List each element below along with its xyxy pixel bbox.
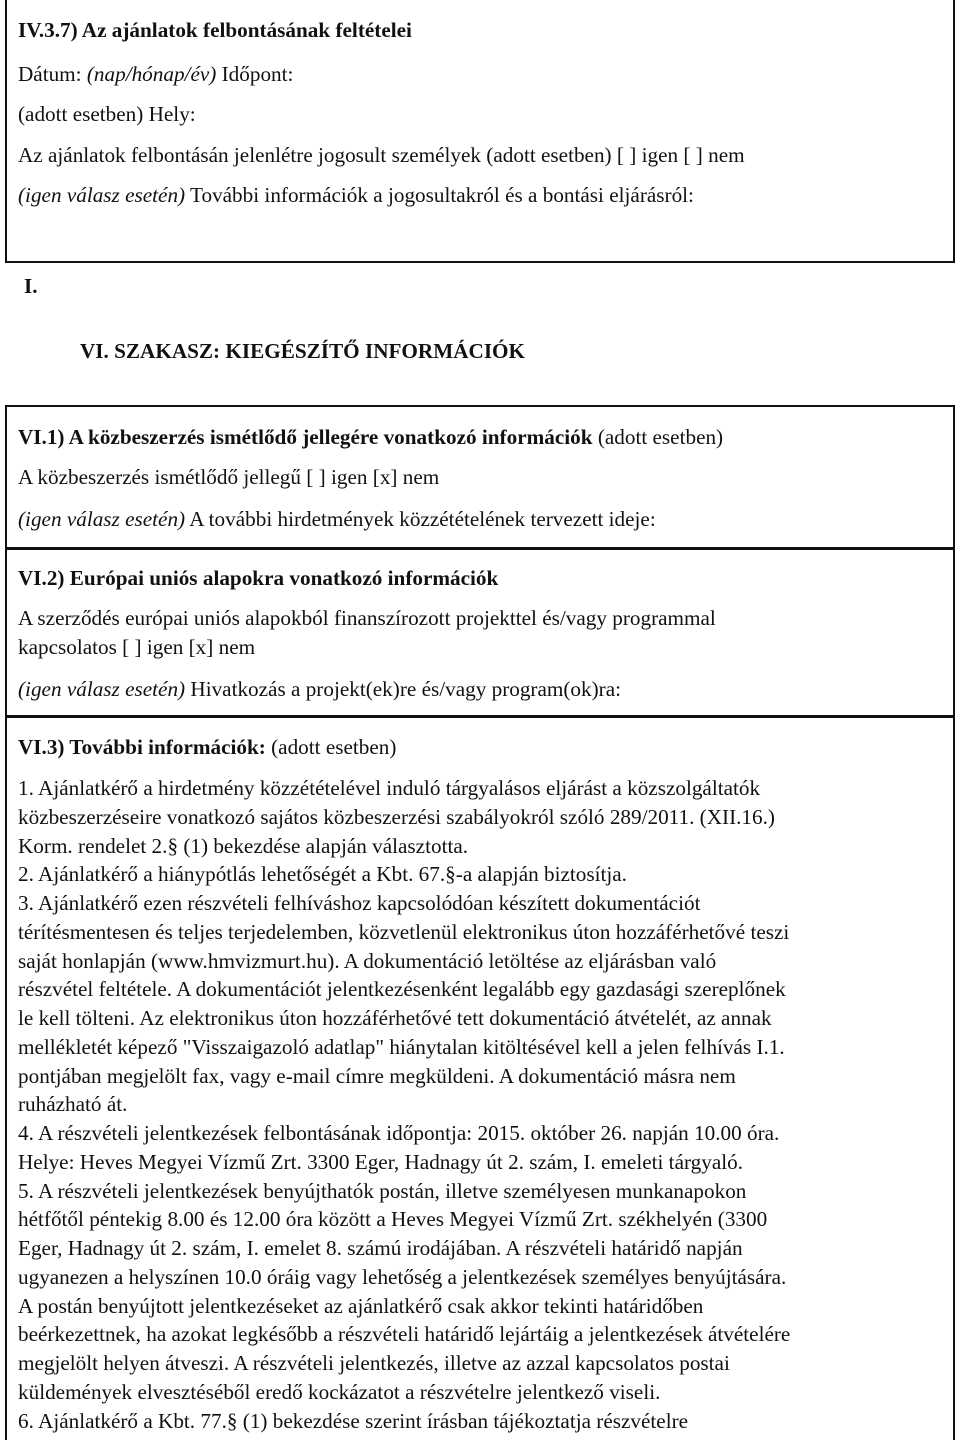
left-border bbox=[5, 549, 7, 1440]
vi3-text-line: 2. Ajánlatkérő a hiánypótlás lehetőségét a Kbt. 67.§-a alapján biztosítja. bbox=[18, 862, 627, 887]
vi3-text-line: 1. Ajánlatkérő a hirdetmény közzétételével induló tárgyalásos eljárást a közszolgáltatók bbox=[18, 776, 761, 800]
vi3-text-line: 6. Ajánlatkérő a Kbt. 77.§ (1) bekezdése szerint írásban tájékoztatja részvételre bbox=[18, 1408, 689, 1433]
vi3-text-line: közbeszerzéseire vonatkozó sajátos közbeszerzési szabályokról szóló 289/2011. (XII.16.) bbox=[18, 804, 775, 829]
section-vi-heading: VI. SZAKASZ: KIEGÉSZÍTŐ INFORMÁCIÓK bbox=[80, 339, 526, 363]
vi3-title-line bbox=[18, 737, 396, 758]
vi1-line: A közbeszerzés ismétlődő jellegű [ ] igen [x] nem bbox=[18, 465, 440, 489]
vi1-title: VI.1) A közbeszerzés ismétlődő jellegére vonatkozó információk bbox=[18, 425, 593, 449]
vi3-text-line: ruházható át. bbox=[18, 1092, 128, 1117]
section-iv-3-7-title: IV.3.7) Az ajánlatok felbontásának feltételei bbox=[18, 18, 412, 42]
vi1-info-line bbox=[18, 509, 656, 530]
vi2-if-yes: (igen válasz esetén) bbox=[18, 677, 186, 701]
vi3-text-line: megjelölt helyen átveszi. A részvételi jelentkezés, illetve az azzal kapcsolatos postai bbox=[18, 1351, 730, 1375]
vi3-text-line: mellékletét képező "Visszaigazoló adatlap" hiánytalan kitöltésével kell a jelen felhívás I.1. bbox=[18, 1034, 785, 1059]
vi3-text-line: részvétel feltétele. A dokumentációt jelentkezésenként legalább egy gazdasági szereplőnek bbox=[18, 977, 786, 1002]
if-yes-label: (igen válasz esetén) bbox=[18, 183, 186, 207]
vi3-text-line: 5. A részvételi jelentkezések benyújthatók postán, illetve személyesen munkanapokon bbox=[18, 1178, 747, 1203]
attendance-info-line bbox=[18, 185, 694, 206]
right-border bbox=[953, 549, 955, 1440]
vi2-line-1: A szerződés európai uniós alapokból finanszírozott projekttel és/vagy programmal bbox=[18, 606, 716, 630]
separator-vi1-vi2 bbox=[5, 547, 955, 550]
vi3-text-line: küldemények elvesztéséből eredő kockázatot a részvételre jelentkező viseli. bbox=[18, 1379, 661, 1404]
vi2-info: Hivatkozás a projekt(ek)re és/vagy program(ok)ra: bbox=[185, 677, 622, 701]
attendance-info: További információk a jogosultakról és a bontási eljárásról: bbox=[185, 183, 694, 207]
vi3-text-line: pontjában megjelölt fax, vagy e-mail címre megküldeni. A dokumentáció másra nem bbox=[18, 1063, 736, 1088]
vi2-line-2: kapcsolatos [ ] igen [x] nem bbox=[18, 635, 256, 659]
part-heading: I. bbox=[24, 274, 38, 298]
vi3-text-line: 4. A részvételi jelentkezések felbontásának időpontja: 2015. október 26. napján 10.00 óra. bbox=[18, 1121, 780, 1145]
separator-vi2-vi3 bbox=[5, 715, 955, 718]
vi1-suffix: (adott esetben) bbox=[592, 425, 724, 449]
vi3-text-line: hétfőtől péntekig 8.00 és 12.00 óra között a Heves Megyei Vízmű Zrt. székhelyén (3300 bbox=[18, 1207, 768, 1232]
vi3-text-line: saját honlapján (www.hmvizmurt.hu). A dokumentáció letöltése az eljárásban való bbox=[18, 948, 717, 973]
time-label: Időpont: bbox=[216, 62, 294, 86]
vi3-title: VI.3) További információk: bbox=[18, 735, 266, 759]
vi1-if-yes: (igen válasz esetén) bbox=[18, 507, 186, 531]
vi3-text-line: térítésmentesen és teljes terjedelemben, közvetlenül elektronikus úton hozzáférhetővé teszi bbox=[18, 919, 790, 944]
vi2-info-line bbox=[18, 679, 621, 700]
vi3-text-line: A postán benyújtott jelentkezéseket az ajánlatkérő csak akkor tekinti határidőben bbox=[18, 1293, 704, 1318]
date-format: (nap/hónap/év) bbox=[86, 62, 217, 86]
vi3-text-line: 3. Ajánlatkérő ezen részvételi felhíváshoz kapcsolódóan készített dokumentációt bbox=[18, 891, 701, 915]
vi1-title-line bbox=[18, 427, 723, 448]
vi1-info: A további hirdetmények közzétételének tervezett ideje: bbox=[185, 507, 656, 531]
vi3-text-line: le kell tölteni. Az elektronikus úton hozzáférhetővé tett dokumentáció átvételét, az annak bbox=[18, 1006, 772, 1030]
vi3-text-line: Helye: Heves Megyei Vízmű Zrt. 3300 Eger, Hadnagy út 2. szám, I. emeleti tárgyaló. bbox=[18, 1149, 744, 1174]
vi3-text-line: beérkezettnek, ha azokat legkésőbb a részvételi határidő lejártáig a jelentkezések átvételére bbox=[18, 1322, 791, 1347]
vi3-suffix: (adott esetben) bbox=[265, 735, 397, 759]
date-time-line bbox=[18, 64, 293, 85]
vi2-title: VI.2) Európai uniós alapokra vonatkozó információk bbox=[18, 566, 499, 590]
attendance-line: Az ajánlatok felbontásán jelenlétre jogosult személyek (adott esetben) [ ] igen [ ] nem bbox=[18, 143, 745, 167]
vi3-text-line: Korm. rendelet 2.§ (1) bekezdése alapján választotta. bbox=[18, 833, 469, 858]
date-label: Dátum: bbox=[18, 62, 87, 86]
vi3-text-line: Eger, Hadnagy út 2. szám, I. emelet 8. számú irodájában. A részvételi határidő napján bbox=[18, 1236, 743, 1260]
place-label: (adott esetben) Hely: bbox=[18, 102, 196, 126]
vi3-text-line: ugyanezen a helyszínen 10.0 óráig vagy lehetőség a jelentkezések személyes benyújtására. bbox=[18, 1264, 787, 1289]
